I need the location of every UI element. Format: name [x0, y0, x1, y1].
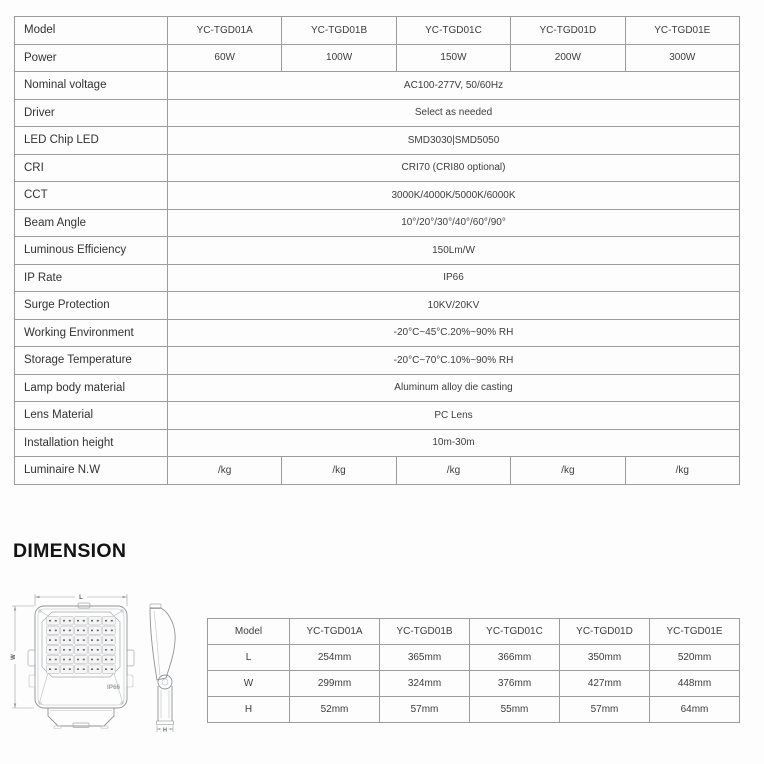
spec-cell: 150W — [396, 44, 510, 72]
dim-label: H — [208, 697, 290, 723]
dim-cell: 57mm — [560, 697, 650, 723]
led-array — [47, 616, 116, 673]
width-dimension — [11, 606, 34, 708]
mounting-bracket — [48, 708, 114, 728]
spec-cell: 150Lm/W — [168, 237, 740, 265]
spec-cell: YC-TGD01E — [625, 17, 739, 45]
dim-header-cell: YC-TGD01A — [290, 619, 380, 645]
dim-cell: 52mm — [290, 697, 380, 723]
spec-label: Beam Angle — [15, 209, 168, 237]
spec-row-lens-material — [15, 402, 740, 430]
spec-cell: PC Lens — [168, 402, 740, 430]
dim-header-cell: YC-TGD01C — [470, 619, 560, 645]
spec-cell: YC-TGD01D — [511, 17, 625, 45]
spec-row-beam-angle — [15, 209, 740, 237]
floodlight-technical-drawing — [8, 586, 210, 762]
spec-label: Lens Material — [15, 402, 168, 430]
spec-cell: YC-TGD01A — [168, 17, 282, 45]
spec-cell: 200W — [511, 44, 625, 72]
spec-row-storage-temperature — [15, 347, 740, 375]
dim-cell: 299mm — [290, 671, 380, 697]
dim-cell: 448mm — [650, 671, 740, 697]
dimension-row-h — [208, 697, 740, 723]
spec-row-installation-height — [15, 429, 740, 457]
spec-cell: /kg — [282, 457, 396, 485]
spec-label: Luminous Efficiency — [15, 237, 168, 265]
spec-label: IP Rate — [15, 264, 168, 292]
spec-cell: YC-TGD01C — [396, 17, 510, 45]
front-view — [28, 603, 134, 728]
dim-label-l: L — [79, 595, 83, 601]
top-mount-tab — [78, 603, 90, 608]
spec-cell: /kg — [396, 457, 510, 485]
spec-cell: 10m-30m — [168, 429, 740, 457]
spec-cell: 100W — [282, 44, 396, 72]
dim-label: W — [208, 671, 290, 697]
dimension-row-w — [208, 671, 740, 697]
dim-cell: 254mm — [290, 645, 380, 671]
dimension-header-row — [208, 619, 740, 645]
spec-label: Model — [15, 17, 168, 45]
pivot-joint — [158, 675, 172, 689]
dim-header-cell: YC-TGD01B — [380, 619, 470, 645]
spec-row-model — [15, 17, 740, 45]
spec-label: Luminaire N.W — [15, 457, 168, 485]
dim-cell: 64mm — [650, 697, 740, 723]
dim-cell: 427mm — [560, 671, 650, 697]
spec-cell: 3000K/4000K/5000K/6000K — [168, 182, 740, 210]
spec-row-lamp-body-material — [15, 374, 740, 402]
spec-cell: /kg — [511, 457, 625, 485]
spec-label: Storage Temperature — [15, 347, 168, 375]
spec-label: Driver — [15, 99, 168, 127]
spec-cell: Aluminum alloy die casting — [168, 374, 740, 402]
ip66-label: IP66 — [107, 684, 120, 691]
spec-label: Installation height — [15, 429, 168, 457]
dim-cell: 350mm — [560, 645, 650, 671]
spec-cell: YC-TGD01B — [282, 17, 396, 45]
spec-cell: -20°C~45°C.20%~90% RH — [168, 319, 740, 347]
dim-cell: 366mm — [470, 645, 560, 671]
spec-cell: Select as needed — [168, 99, 740, 127]
spec-label: Lamp body material — [15, 374, 168, 402]
spec-cell: 10KV/20KV — [168, 292, 740, 320]
dim-cell: 55mm — [470, 697, 560, 723]
dim-header-cell: YC-TGD01D — [560, 619, 650, 645]
dim-label: L — [208, 645, 290, 671]
spec-row-driver — [15, 99, 740, 127]
spec-cell: -20°C~70°C.10%~90% RH — [168, 347, 740, 375]
spec-cell: 60W — [168, 44, 282, 72]
dim-cell: 57mm — [380, 697, 470, 723]
spec-cell: /kg — [168, 457, 282, 485]
dim-header-cell: Model — [208, 619, 290, 645]
spec-label: LED Chip LED — [15, 127, 168, 155]
spec-label: CRI — [15, 154, 168, 182]
spec-row-cct — [15, 182, 740, 210]
spec-label: CCT — [15, 182, 168, 210]
spec-cell: 300W — [625, 44, 739, 72]
spec-row-power — [15, 44, 740, 72]
height-dimension — [157, 726, 173, 734]
spec-row-cri — [15, 154, 740, 182]
spec-row-luminous-efficiency — [15, 237, 740, 265]
spec-cell: SMD3030|SMD5050 — [168, 127, 740, 155]
dimension-table — [207, 618, 740, 723]
spec-cell: CRI70 (CRI80 optional) — [168, 154, 740, 182]
spec-cell: /kg — [625, 457, 739, 485]
spec-cell: 10°/20°/30°/40°/60°/90° — [168, 209, 740, 237]
dim-cell: 365mm — [380, 645, 470, 671]
spec-cell: IP66 — [168, 264, 740, 292]
spec-label: Nominal voltage — [15, 72, 168, 100]
spec-row-luminaire-nw — [15, 457, 740, 485]
dim-cell: 324mm — [380, 671, 470, 697]
dim-label-w: W — [11, 654, 17, 660]
dim-cell: 376mm — [470, 671, 560, 697]
spec-table — [14, 16, 740, 485]
side-view — [150, 604, 175, 734]
spec-label: Surge Protection — [15, 292, 168, 320]
dim-cell: 520mm — [650, 645, 740, 671]
dim-label-h: H — [163, 727, 167, 734]
spec-row-ip-rate — [15, 264, 740, 292]
spec-row-surge-protection — [15, 292, 740, 320]
spec-row-led-chip — [15, 127, 740, 155]
right-mount-knob — [127, 650, 134, 666]
dimension-row-l — [208, 645, 740, 671]
spec-cell: AC100-277V, 50/60Hz — [168, 72, 740, 100]
dimension-heading: DIMENSION — [13, 540, 127, 562]
spec-row-working-environment — [15, 319, 740, 347]
dim-header-cell: YC-TGD01E — [650, 619, 740, 645]
length-dimension — [35, 594, 127, 606]
spec-label: Power — [15, 44, 168, 72]
spec-label: Working Environment — [15, 319, 168, 347]
spec-row-nominal-voltage — [15, 72, 740, 100]
side-bracket-arm — [157, 686, 174, 725]
left-mount-knob — [28, 650, 35, 666]
